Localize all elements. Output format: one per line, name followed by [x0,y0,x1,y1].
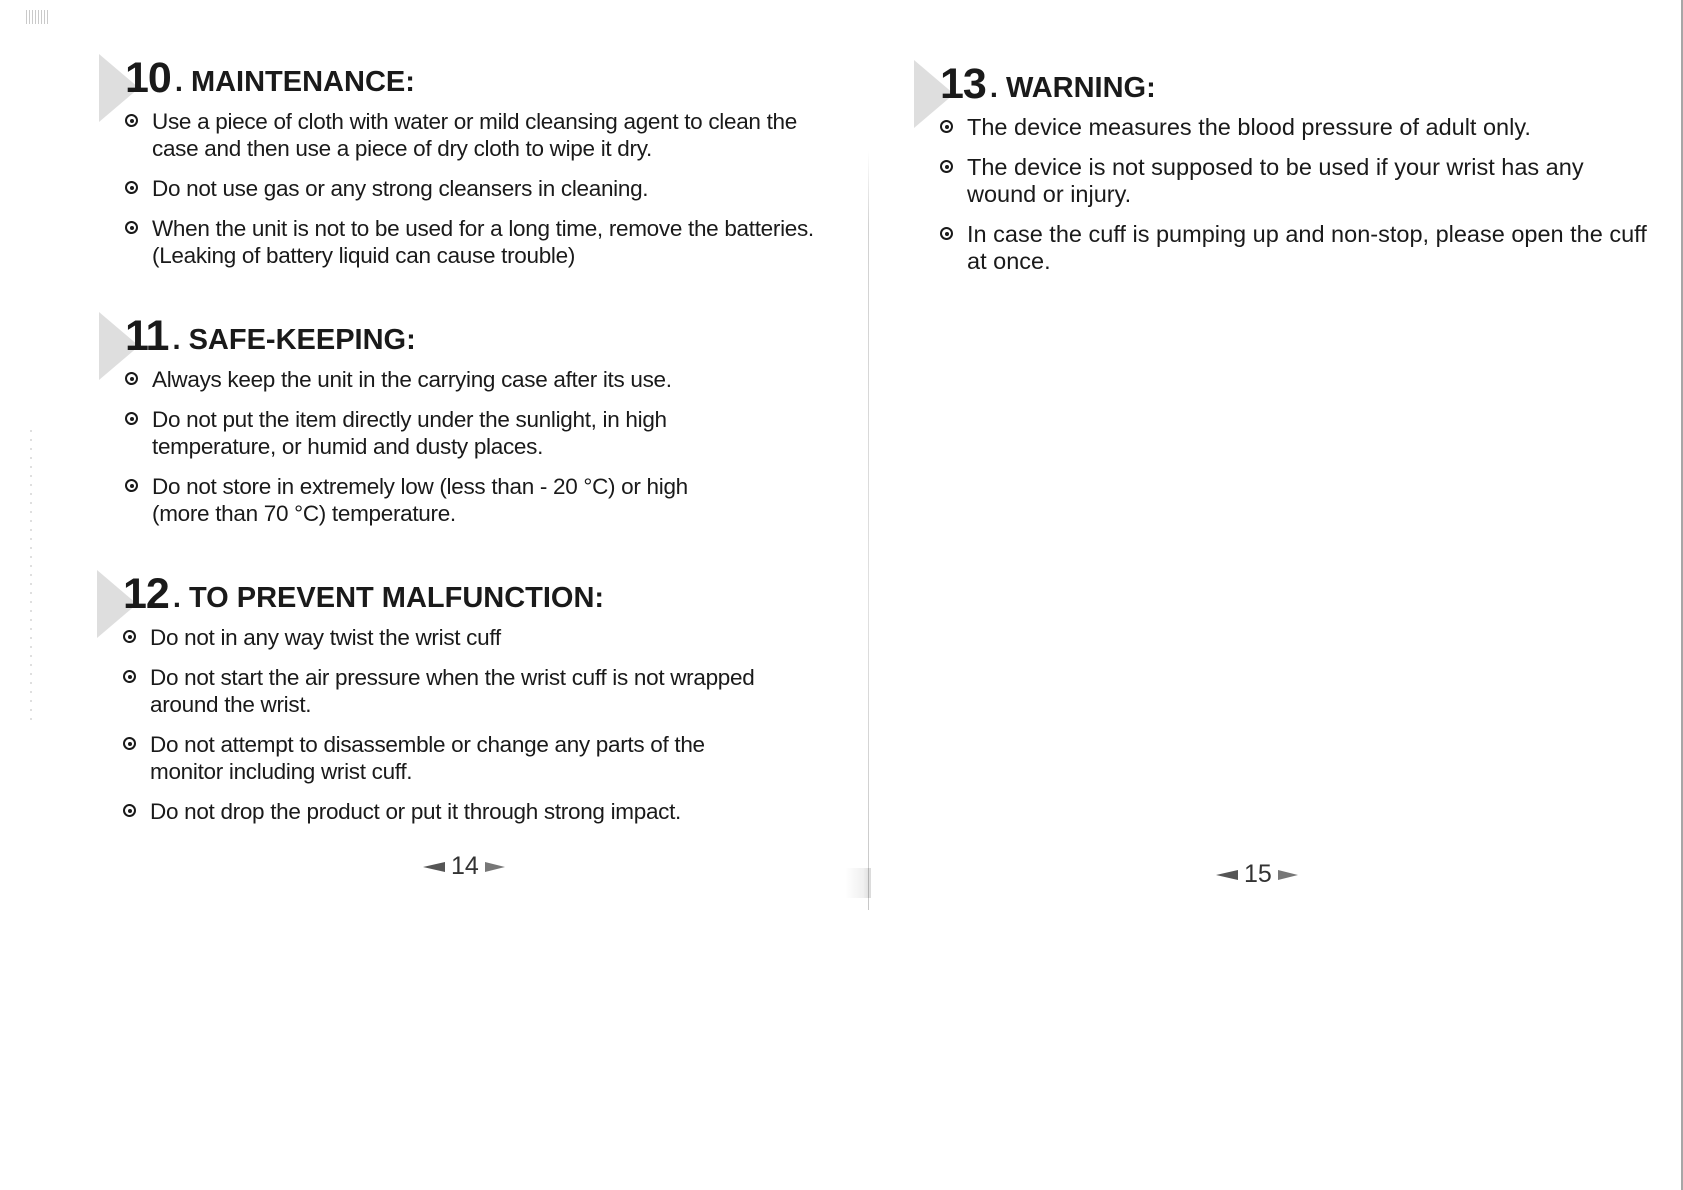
list-item: Do not attempt to disassemble or change any parts of the monitor including wrist cuff. [123,731,750,785]
page-number-label: 15 [1244,860,1272,888]
list-item: Do not in any way twist the wrist cuff [123,624,843,651]
list-item: In case the cuff is pumping up and non-stop, please open the cuff at once. [940,221,1667,275]
circled-dot-bullet-icon [123,670,136,683]
list-item: When the unit is not to be used for a long time, remove the batteries. (Leaking of battery liquid can cause trouble) [125,215,852,269]
circled-dot-bullet-icon [123,630,136,643]
circled-dot-bullet-icon [940,120,953,133]
section-title: . MAINTENANCE: [174,66,415,98]
circled-dot-bullet-icon [125,181,138,194]
circled-dot-bullet-icon [125,372,138,385]
section-heading [125,308,845,358]
list-item: Use a piece of cloth with water or mild cleansing agent to clean the case and then use a piece of dry cloth to wipe it dry. [125,108,832,162]
section-warning [940,56,1670,288]
section-heading [125,50,845,100]
circled-dot-bullet-icon [125,412,138,425]
list-item: Do not put the item directly under the sunlight, in high temperature, or humid and dusty places. [125,406,712,460]
list-item: Always keep the unit in the carrying case after its use. [125,366,845,393]
section-title: . SAFE-KEEPING: [172,324,416,356]
circled-dot-bullet-icon [123,804,136,817]
bullet-list [123,624,843,825]
list-item: Do not drop the product or put it through strong impact. [123,798,843,825]
bullet-list [125,366,845,527]
circled-dot-bullet-icon [125,221,138,234]
circled-dot-bullet-icon [125,479,138,492]
page-arrow-left-icon [1216,870,1238,880]
list-item: The device is not supposed to be used if your wrist has any wound or injury. [940,154,1647,208]
circled-dot-bullet-icon [125,114,138,127]
page-number [423,852,505,881]
section-heading [123,566,843,616]
page-arrow-right-icon [1278,870,1298,880]
page-arrow-left-icon [423,862,445,872]
page-arrow-right-icon [485,862,505,872]
section-title: . TO PREVENT MALFUNCTION: [172,582,605,614]
section-title: . WARNING: [989,72,1156,104]
circled-dot-bullet-icon [940,227,953,240]
page-number [1216,860,1298,889]
list-item: Do not start the air pressure when the wrist cuff is not wrapped around the wrist. [123,664,800,718]
circled-dot-bullet-icon [123,737,136,750]
page-number-label: 14 [451,852,479,880]
section-number: 11 [125,312,169,360]
section-maintenance [125,50,845,282]
list-item: Do not store in extremely low (less than - 20 °C) or high (more than 70 °C) temperature. [125,473,732,527]
section-number: 12 [123,570,169,618]
section-number: 10 [125,54,171,102]
bullet-list [940,114,1670,275]
section-safe-keeping [125,308,845,540]
bullet-list [125,108,845,269]
circled-dot-bullet-icon [940,160,953,173]
list-item: Do not use gas or any strong cleansers in cleaning. [125,175,845,202]
list-item: The device measures the blood pressure of adult only. [940,114,1670,141]
section-prevent-malfunction [123,566,843,838]
section-heading [940,56,1670,106]
section-number: 13 [940,60,986,108]
right-page [860,0,1683,1190]
